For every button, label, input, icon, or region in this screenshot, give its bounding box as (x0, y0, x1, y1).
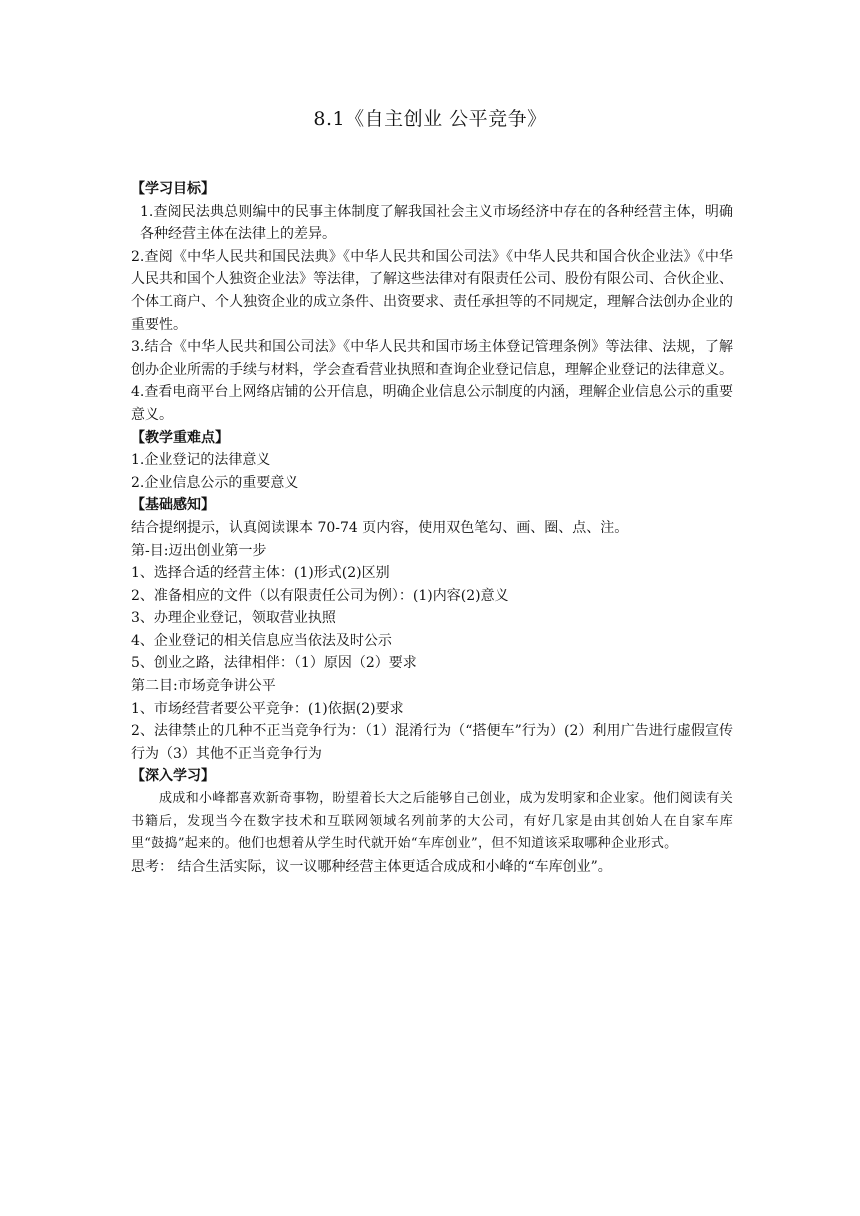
document-body (131, 178, 733, 878)
page-title: 8.1《自主创业 公平竞争》 (313, 108, 547, 130)
key-point-item: 1.企业登记的法律意义 (131, 452, 271, 469)
basics-intro: 结合提纲提示，认真阅读课本 70-74 页内容，使用双色笔勾、画、圈、点、注。 (131, 519, 629, 536)
goal-item: 1.查阅民法典总则编中的民事主体制度了解我国社会主义市场经济中存在的各种经营主体，明确各种经营主体在法律上的差异。 (140, 203, 733, 243)
part1-item: 2、准备相应的文件（以有限责任公司为例）：(1)内容(2)意义 (131, 587, 509, 604)
part2-title: 第二目:市场竞争讲公平 (131, 678, 276, 695)
part2-item: 2、法律禁止的几种不正当竞争行为：（1）混淆行为（“搭便车”行为）(2）利用广告进行虚假宣传行为（3）其他不正当竞争行为 (131, 723, 733, 762)
key-points-heading: 【教学重难点】 (131, 429, 229, 446)
part1-title: 第-目:迈出创业第一步 (131, 542, 267, 559)
part1-item: 3、办理企业登记，领取营业执照 (131, 610, 336, 627)
think-question: 思考： 结合生活实际，议一议哪种经营主体更适合成成和小峰的“车库创业”。 (131, 858, 612, 875)
basics-heading: 【基础感知】 (131, 497, 215, 514)
goal-item: 3.结合《中华人民共和国公司法》《中华人民共和国市场主体登记管理条例》等法律、法规，了解创办企业所需的手续与材料，学会查看营业执照和查询企业登记信息，理解企业登记的法律意义。 (131, 339, 733, 378)
key-point-item: 2.企业信息公示的重要意义 (131, 474, 299, 491)
learning-goals-heading: 【学习目标】 (131, 181, 215, 197)
part1-item: 1、选择合适的经营主体：(1)形式(2)区别 (131, 565, 390, 582)
story-paragraph: 成成和小峰都喜欢新奇事物，盼望着长大之后能够自己创业，成为发明家和企业家。他们阅读有关书籍后，发现当今在数字技术和互联网领域名列前茅的大公司，有好几家是由其创始人在自家车库里“鼓捣”起来的。他们也想着从学生时代就开始“车库创业”，但不知道该采取哪种企业形式。 (131, 791, 733, 852)
deep-learning-heading: 【深入学习】 (131, 768, 215, 785)
goal-item: 2.查阅《中华人民共和国民法典》《中华人民共和国公司法》《中华人民共和国合伙企业法》《中华人民共和国个人独资企业法》等法律，了解这些法律对有限责任公司、股份有限公司、合伙企业、个体工商户、个人独资企业的成立条件、出资要求、责任承担等的不同规定，理解合法创办企业的重要性。 (131, 248, 733, 333)
part1-item: 4、企业登记的相关信息应当依法及时公示 (131, 632, 392, 649)
part1-item: 5、创业之路，法律相伴：（1）原因（2）要求 (131, 655, 417, 672)
goal-item: 4.查看电商平台上网络店铺的公开信息，明确企业信息公示制度的内涵，理解企业信息公示的重要意义。 (131, 384, 733, 423)
part2-item: 1、市场经营者要公平竞争：(1)依据(2)要求 (131, 700, 404, 717)
